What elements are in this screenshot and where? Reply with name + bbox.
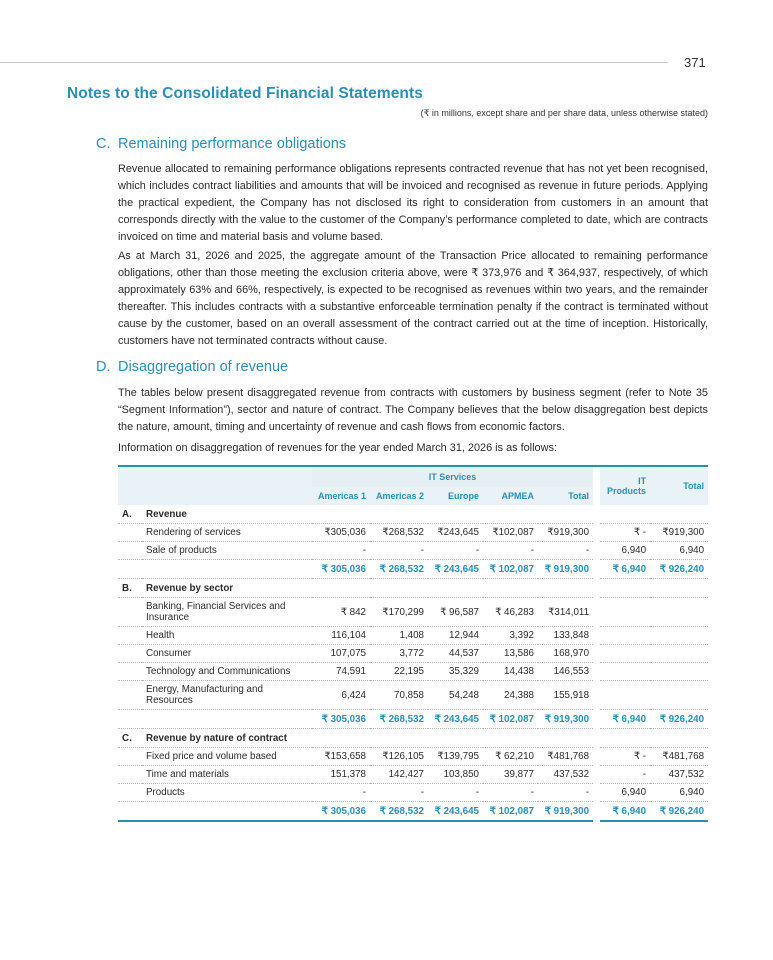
table-cell: 437,532 bbox=[538, 766, 593, 784]
table-cell: 6,940 bbox=[600, 542, 650, 560]
table-cell bbox=[483, 579, 538, 598]
row-label: Sale of products bbox=[142, 542, 312, 560]
unit-note: (₹ in millions, except share and per share data, unless otherwise stated) bbox=[420, 108, 708, 118]
table-cell: ₹ 62,210 bbox=[483, 748, 538, 766]
table-cell: ₹243,645 bbox=[428, 524, 483, 542]
table-cell: ₹ 919,300 bbox=[538, 710, 593, 729]
header-blank bbox=[118, 466, 312, 505]
table-cell: ₹126,105 bbox=[370, 748, 428, 766]
table-total-row bbox=[118, 560, 708, 579]
row-letter bbox=[118, 560, 142, 579]
table-cell: 39,877 bbox=[483, 766, 538, 784]
row-letter bbox=[118, 663, 142, 681]
table-cell: - bbox=[428, 784, 483, 802]
table-cell: 44,537 bbox=[428, 645, 483, 663]
gap-cell bbox=[593, 579, 600, 598]
table-cell: ₹314,011 bbox=[538, 598, 593, 627]
table-cell bbox=[600, 729, 650, 748]
row-label: Products bbox=[142, 784, 312, 802]
table-cell: ₹ 926,240 bbox=[650, 802, 708, 822]
header-europe: Europe bbox=[428, 487, 483, 505]
row-letter: B. bbox=[118, 579, 142, 598]
table-cell: ₹481,768 bbox=[538, 748, 593, 766]
table-cell: ₹919,300 bbox=[538, 524, 593, 542]
table-cell: ₹481,768 bbox=[650, 748, 708, 766]
table-cell: 22,195 bbox=[370, 663, 428, 681]
header-it-services: IT Services bbox=[312, 466, 593, 487]
row-label: Revenue by sector bbox=[142, 579, 312, 598]
table-cell bbox=[370, 505, 428, 524]
table-cell: ₹ 243,645 bbox=[428, 710, 483, 729]
table-cell: ₹ 96,587 bbox=[428, 598, 483, 627]
table-cell: - bbox=[428, 542, 483, 560]
section-d-paragraph-1: The tables below present disaggregated revenue from contracts with customers by business segment (refer to Note 35 “Segment Information”), sector and nature of contract. The Company believes that the below disaggregation best depicts the nature, amount, timing and uncertainty of revenue and cash flows from economic factors. bbox=[118, 387, 708, 433]
table-section-row bbox=[118, 729, 708, 748]
gap-cell bbox=[593, 645, 600, 663]
table-cell: 12,944 bbox=[428, 627, 483, 645]
table-cell: ₹ 102,087 bbox=[483, 710, 538, 729]
table-cell bbox=[650, 729, 708, 748]
header-it-services-total: Total bbox=[538, 487, 593, 505]
table-section-row bbox=[118, 579, 708, 598]
table-cell: 146,553 bbox=[538, 663, 593, 681]
row-letter: C. bbox=[118, 729, 142, 748]
table-cell: 155,918 bbox=[538, 681, 593, 710]
table-cell: 70,858 bbox=[370, 681, 428, 710]
table-row bbox=[118, 645, 708, 663]
section-c-letter: C. bbox=[96, 136, 111, 152]
header-americas-2: Americas 2 bbox=[370, 487, 428, 505]
table-cell: 142,427 bbox=[370, 766, 428, 784]
row-label bbox=[142, 560, 312, 579]
table-cell: ₹ 102,087 bbox=[483, 560, 538, 579]
table-cell: ₹ 926,240 bbox=[650, 710, 708, 729]
row-letter bbox=[118, 542, 142, 560]
table-cell bbox=[650, 598, 708, 627]
row-letter: A. bbox=[118, 505, 142, 524]
row-label: Banking, Financial Services and Insurance bbox=[142, 598, 312, 627]
row-label bbox=[142, 710, 312, 729]
table-row bbox=[118, 766, 708, 784]
page-title: Notes to the Consolidated Financial Statements bbox=[67, 85, 423, 102]
revenue-disaggregation-table-wrapper bbox=[118, 465, 708, 822]
gap-cell bbox=[593, 802, 600, 822]
table-cell: ₹ - bbox=[600, 524, 650, 542]
table-cell: - bbox=[538, 784, 593, 802]
table-cell: 103,850 bbox=[428, 766, 483, 784]
table-row bbox=[118, 627, 708, 645]
table-cell bbox=[428, 579, 483, 598]
gap-cell bbox=[593, 766, 600, 784]
row-letter bbox=[118, 627, 142, 645]
row-label: Technology and Communications bbox=[142, 663, 312, 681]
table-cell bbox=[312, 505, 370, 524]
table-row bbox=[118, 598, 708, 627]
row-letter bbox=[118, 681, 142, 710]
row-label: Consumer bbox=[142, 645, 312, 663]
table-cell: ₹ 6,940 bbox=[600, 710, 650, 729]
table-cell bbox=[600, 598, 650, 627]
revenue-disaggregation-table bbox=[118, 465, 708, 822]
table-cell: - bbox=[370, 784, 428, 802]
table-cell: 151,378 bbox=[312, 766, 370, 784]
table-cell bbox=[600, 681, 650, 710]
table-cell bbox=[538, 579, 593, 598]
table-cell: 3,392 bbox=[483, 627, 538, 645]
table-cell: 6,940 bbox=[600, 784, 650, 802]
table-cell: 6,940 bbox=[650, 542, 708, 560]
table-cell: 116,104 bbox=[312, 627, 370, 645]
header-it-products: IT Products bbox=[600, 466, 650, 505]
table-cell bbox=[428, 505, 483, 524]
gap-cell bbox=[593, 710, 600, 729]
table-cell: 35,329 bbox=[428, 663, 483, 681]
table-cell bbox=[600, 627, 650, 645]
table-cell bbox=[483, 729, 538, 748]
gap-cell bbox=[593, 748, 600, 766]
table-cell: - bbox=[483, 784, 538, 802]
table-cell: ₹ 268,532 bbox=[370, 560, 428, 579]
table-cell: ₹153,658 bbox=[312, 748, 370, 766]
table-cell: 1,408 bbox=[370, 627, 428, 645]
table-cell: ₹ 6,940 bbox=[600, 560, 650, 579]
row-letter bbox=[118, 710, 142, 729]
table-cell bbox=[650, 505, 708, 524]
section-c-paragraph-2: As at March 31, 2026 and 2025, the aggregate amount of the Transaction Price allocated to remaining performance obligations, other than those meeting the exclusion criteria above, were ₹ 373,976 and ₹ 364,937, respectively, of which approximately 63% and 66%, respectively, is expected to be recognised as revenues within two years, and the remainder thereafter. This includes contracts with a substantive enforceable termination penalty if the contract is terminated without cause by the customer, based on an overall assessment of the contract carried out at the time of inception. Historically, customers have not terminated contracts without cause. bbox=[118, 250, 708, 347]
table-cell bbox=[538, 505, 593, 524]
header-rule bbox=[0, 62, 668, 63]
table-cell bbox=[428, 729, 483, 748]
table-cell bbox=[650, 579, 708, 598]
row-letter bbox=[118, 645, 142, 663]
table-cell: ₹ 926,240 bbox=[650, 560, 708, 579]
table-section-row bbox=[118, 505, 708, 524]
table-cell: ₹ 305,036 bbox=[312, 560, 370, 579]
table-cell: 6,940 bbox=[650, 784, 708, 802]
section-d-title: Disaggregation of revenue bbox=[118, 359, 289, 375]
table-cell bbox=[483, 505, 538, 524]
table-row bbox=[118, 784, 708, 802]
table-cell: ₹ 268,532 bbox=[370, 710, 428, 729]
table-cell: 133,848 bbox=[538, 627, 593, 645]
gap-cell bbox=[593, 524, 600, 542]
table-header-group-row bbox=[118, 466, 708, 487]
table-body bbox=[118, 505, 708, 821]
table-cell: - bbox=[312, 784, 370, 802]
row-letter bbox=[118, 598, 142, 627]
row-label: Rendering of services bbox=[142, 524, 312, 542]
table-cell bbox=[370, 579, 428, 598]
page-number: 371 bbox=[684, 55, 706, 70]
table-cell: - bbox=[600, 766, 650, 784]
table-row bbox=[118, 524, 708, 542]
gap-cell bbox=[593, 542, 600, 560]
table-cell: - bbox=[312, 542, 370, 560]
table-total-row bbox=[118, 802, 708, 822]
table-cell bbox=[600, 579, 650, 598]
row-label: Revenue bbox=[142, 505, 312, 524]
table-cell: ₹ 243,645 bbox=[428, 560, 483, 579]
table-row bbox=[118, 681, 708, 710]
table-row bbox=[118, 663, 708, 681]
table-cell bbox=[312, 729, 370, 748]
table-cell bbox=[650, 681, 708, 710]
gap-cell bbox=[593, 505, 600, 524]
table-cell: ₹ 46,283 bbox=[483, 598, 538, 627]
table-cell bbox=[600, 645, 650, 663]
section-c-title: Remaining performance obligations bbox=[118, 136, 347, 152]
table-cell: 54,248 bbox=[428, 681, 483, 710]
table-cell: 107,075 bbox=[312, 645, 370, 663]
row-label: Energy, Manufacturing and Resources bbox=[142, 681, 312, 710]
table-cell: ₹139,795 bbox=[428, 748, 483, 766]
table-cell: ₹305,036 bbox=[312, 524, 370, 542]
table-cell bbox=[370, 729, 428, 748]
table-cell bbox=[538, 729, 593, 748]
table-cell: 13,586 bbox=[483, 645, 538, 663]
section-d-letter: D. bbox=[96, 359, 111, 375]
table-cell: ₹170,299 bbox=[370, 598, 428, 627]
table-cell: - bbox=[370, 542, 428, 560]
table-row bbox=[118, 542, 708, 560]
gap-cell bbox=[593, 627, 600, 645]
table-cell bbox=[600, 505, 650, 524]
table-cell: ₹ 919,300 bbox=[538, 560, 593, 579]
gap-cell bbox=[593, 681, 600, 710]
header-apmea: APMEA bbox=[483, 487, 538, 505]
table-cell: 6,424 bbox=[312, 681, 370, 710]
table-cell: 3,772 bbox=[370, 645, 428, 663]
table-cell: 14,438 bbox=[483, 663, 538, 681]
table-cell: 74,591 bbox=[312, 663, 370, 681]
table-cell bbox=[650, 627, 708, 645]
table-cell bbox=[312, 579, 370, 598]
gap-cell bbox=[593, 663, 600, 681]
table-cell: 24,388 bbox=[483, 681, 538, 710]
table-cell: - bbox=[483, 542, 538, 560]
table-cell: ₹ 243,645 bbox=[428, 802, 483, 822]
section-c-paragraph-1: Revenue allocated to remaining performance obligations represents contracted revenue that has not yet been recognised, which includes contract liabilities and amounts that will be invoiced and recognised as revenue in future periods. Applying the practical expedient, the Company has not disclosed its right to consideration from customers in an amount that corresponds directly with the value to the customer of the Company’s performance completed to date, which are contracts invoiced on time and material basis and volume based. bbox=[118, 163, 708, 243]
row-letter bbox=[118, 524, 142, 542]
row-letter bbox=[118, 748, 142, 766]
gap-cell bbox=[593, 560, 600, 579]
table-cell: ₹ 305,036 bbox=[312, 802, 370, 822]
table-cell: ₹ 6,940 bbox=[600, 802, 650, 822]
table-cell: ₹ 305,036 bbox=[312, 710, 370, 729]
table-cell: ₹102,087 bbox=[483, 524, 538, 542]
row-label: Time and materials bbox=[142, 766, 312, 784]
table-cell: ₹ 842 bbox=[312, 598, 370, 627]
section-d-paragraph-2: Information on disaggregation of revenues for the year ended March 31, 2026 is as follows: bbox=[118, 442, 557, 454]
table-cell: ₹919,300 bbox=[650, 524, 708, 542]
table-cell: ₹ 919,300 bbox=[538, 802, 593, 822]
table-cell: ₹ - bbox=[600, 748, 650, 766]
table-cell bbox=[650, 663, 708, 681]
row-label bbox=[142, 802, 312, 822]
row-label: Revenue by nature of contract bbox=[142, 729, 312, 748]
table-cell bbox=[650, 645, 708, 663]
header-grand-total: Total bbox=[650, 466, 708, 505]
header-americas-1: Americas 1 bbox=[312, 487, 370, 505]
row-letter bbox=[118, 802, 142, 822]
gap-cell bbox=[593, 598, 600, 627]
table-cell: ₹ 102,087 bbox=[483, 802, 538, 822]
row-label: Health bbox=[142, 627, 312, 645]
row-letter bbox=[118, 766, 142, 784]
table-cell: - bbox=[538, 542, 593, 560]
row-label: Fixed price and volume based bbox=[142, 748, 312, 766]
gap-cell bbox=[593, 729, 600, 748]
table-cell bbox=[600, 663, 650, 681]
table-cell: ₹268,532 bbox=[370, 524, 428, 542]
row-letter bbox=[118, 784, 142, 802]
table-cell: 168,970 bbox=[538, 645, 593, 663]
table-cell: ₹ 268,532 bbox=[370, 802, 428, 822]
table-row bbox=[118, 748, 708, 766]
table-total-row bbox=[118, 710, 708, 729]
gap-cell bbox=[593, 784, 600, 802]
table-cell: 437,532 bbox=[650, 766, 708, 784]
header-gap bbox=[593, 466, 600, 505]
